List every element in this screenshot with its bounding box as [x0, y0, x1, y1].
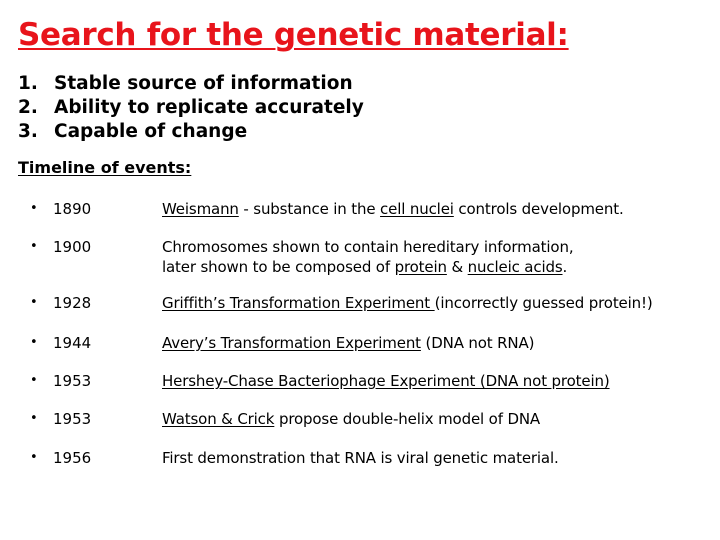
- criteria-text: Capable of change: [54, 121, 248, 142]
- event-text: later shown to be composed of: [162, 258, 395, 276]
- criteria-text: Ability to replicate accurately: [54, 97, 364, 118]
- event-link: nucleic acids: [467, 258, 563, 276]
- criteria-item: [18, 72, 364, 96]
- criteria-number: 3.: [18, 121, 38, 142]
- event-text: - substance in the: [238, 200, 381, 218]
- criteria-list: [18, 72, 364, 144]
- event-link: Griffith’s Transformation Experiment: [162, 294, 435, 312]
- event-text: Chromosomes shown to contain hereditary information,: [162, 238, 574, 256]
- bullet-icon: •: [30, 295, 38, 310]
- page-title: Search for the genetic material:: [18, 17, 569, 53]
- bullet-icon: •: [30, 239, 38, 254]
- event-year: 1953: [53, 410, 92, 428]
- criteria-item: [18, 96, 364, 120]
- event-year: 1956: [53, 449, 92, 467]
- event-text: (incorrectly guessed protein!): [434, 294, 653, 312]
- event-year: 1928: [53, 294, 92, 312]
- event-year: 1953: [53, 372, 92, 390]
- event-text: controls development.: [453, 200, 624, 218]
- criteria-number: 1.: [18, 73, 38, 94]
- event-year: 1944: [53, 334, 92, 352]
- event-text: First demonstration that RNA is viral genetic material.: [162, 449, 559, 467]
- criteria-item: [18, 120, 364, 144]
- event-link: Weismann: [162, 200, 239, 218]
- event-description: [162, 333, 534, 353]
- event-description: [162, 199, 624, 219]
- bullet-icon: •: [30, 201, 38, 216]
- event-link: Avery’s Transformation Experiment: [162, 334, 421, 352]
- event-text: &: [446, 258, 468, 276]
- event-text: propose double-helix model of DNA: [274, 410, 541, 428]
- bullet-icon: •: [30, 373, 38, 388]
- event-year: 1890: [53, 200, 92, 218]
- bullet-icon: •: [30, 411, 38, 426]
- event-link: cell nuclei: [380, 200, 454, 218]
- bullet-icon: •: [30, 335, 38, 350]
- event-link: Hershey-Chase Bacteriophage Experiment (DNA not protein): [162, 372, 610, 390]
- event-description: [162, 293, 653, 313]
- event-description: [162, 371, 610, 391]
- event-year: 1900: [53, 238, 92, 256]
- event-link: Watson & Crick: [162, 410, 275, 428]
- timeline-heading: Timeline of events:: [18, 158, 192, 177]
- event-description: [162, 409, 540, 429]
- criteria-text: Stable source of information: [54, 73, 353, 94]
- criteria-number: 2.: [18, 97, 38, 118]
- event-description: [162, 448, 559, 468]
- event-link: protein: [394, 258, 447, 276]
- event-description: [162, 237, 573, 277]
- event-text: (DNA not RNA): [420, 334, 535, 352]
- bullet-icon: •: [30, 450, 38, 465]
- event-text: .: [562, 258, 568, 276]
